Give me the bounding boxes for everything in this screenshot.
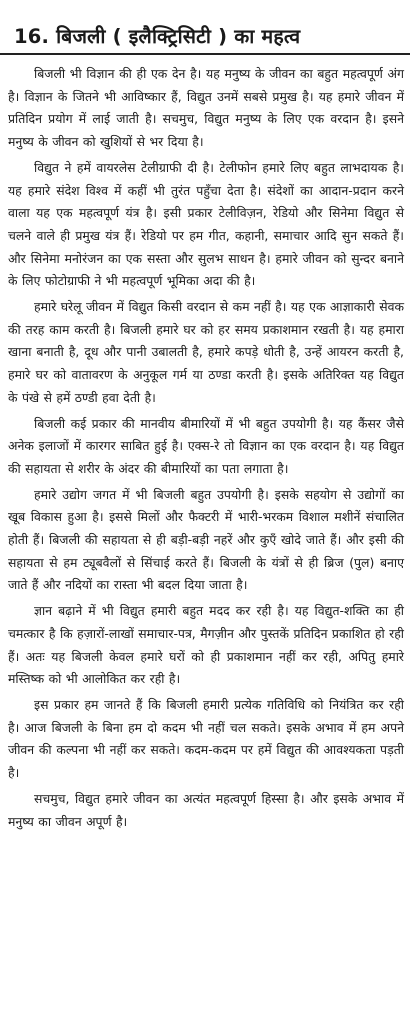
paragraph: बिजली कई प्रकार की मानवीय बीमारियों में भी बहुत उपयोगी है। यह कैंसर जैसे अनेक इलाजों में कारगर साबित हुई है। एक्स-रे तो विज्ञान का एक वरदान है। यह विद्युत की सहायता से शरीर के अंदर की बीमारियों का पता लगाता है। bbox=[8, 415, 404, 476]
paragraph: सचमुच, विद्युत हमारे जीवन का अत्यंत महत्वपूर्ण हिस्सा है। और इसके अभाव में मनुष्य का जीवन अपूर्ण है। bbox=[8, 790, 404, 829]
paragraph: ज्ञान बढ़ाने में भी विद्युत हमारी बहुत मदद कर रही है। यह विद्युत-शक्ति का ही चमत्कार है कि हज़ारों-लाखों समाचार-पत्र, मैगज़ीन और पुस्तकें प्रतिदिन प्रकाशित हो रही हैं। अतः यह बिजली केवल हमारे घरों को ही प्रकाशमान नहीं कर रही, अपितु हमारे मस्तिष्क को भी आलोकित कर रही है। bbox=[8, 603, 404, 687]
essay-body bbox=[8, 55, 404, 833]
paragraph: विद्युत ने हमें वायरलेस टेलीग्राफी दी है। टेलीफोन हमारे लिए बहुत लाभदायक है। यह हमारे संदेश विश्व में कहीं भी तुरंत पहुँचा देता है। संदेशों का आदान-प्रदान करने वाला यह एक महत्वपूर्ण यंत्र है। इसी प्रकार टेलीविज़न, रेडियो और सिनेमा विद्युत से चलने वाले ही प्रमुख यंत्र हैं। रेडियो पर हम गीत, कहानी, समाचार आदि सुन सकते हैं। और सिनेमा मनोरंजन का एक सस्ता और सुलभ साधन है। हमारे जीवन को सुन्दर बनाने के लिए फोटोग्राफी ने भी महत्वपूर्ण भूमिका अदा की है। bbox=[8, 159, 404, 289]
paragraph: बिजली भी विज्ञान की ही एक देन है। यह मनुष्य के जीवन का बहुत महत्वपूर्ण अंग है। विज्ञान के जितने भी आविष्कार हैं, विद्युत उनमें सबसे प्रमुख है। यह हमारे जीवन में प्रतिदिन प्रयोग में लाई जाती है। सचमुच, विद्युत मनुष्य के लिए एक वरदान है। इसने मनुष्य के जीवन को खुशियों से भर दिया है। bbox=[8, 66, 404, 150]
essay-title: 16. बिजली ( इलैक्ट्रिसिटी ) का महत्व bbox=[14, 25, 301, 48]
paragraph: इस प्रकार हम जानते हैं कि बिजली हमारी प्रत्येक गतिविधि को नियंत्रित कर रही है। आज बिजली के बिना हम दो कदम भी नहीं चल सकते। इसके अभाव में हम अपने जीवन की कल्पना भी नहीं कर सकते। कदम-कदम पर हमें विद्युत की आवश्यकता पड़ती है। bbox=[8, 696, 404, 781]
paragraph: हमारे घरेलू जीवन में विद्युत किसी वरदान से कम नहीं है। यह एक आज्ञाकारी सेवक की तरह काम करती है। बिजली हमारे घर को हर समय प्रकाशमान रखती है। यह हमारा खाना बनाती है, दूध और पानी उबालती है, हमारे कपड़े धोती है, उन्हें आयरन करती है, हमारे घर को वातावरण के अनुकूल गर्म या ठण्डा करती है। इसके अतिरिक्त यह विद्युत के पंखे से हमें ठण्डी हवा देती है। bbox=[8, 299, 404, 405]
title-bar bbox=[0, 0, 410, 55]
paragraph: हमारे उद्योग जगत में भी बिजली बहुत उपयोगी है। इसके सहयोग से उद्योगों का खूब विकास हुआ है। इससे मिलों और फैक्टरी में भारी-भरकम विशाल मशीनें संचालित होती हैं। बिजली की सहायता से ही बड़ी-बड़ी नहरें और कुएँ खोदे जाते हैं। और इसी की सहायता से हम ट्यूबवैलों से सिंचाई करते हैं। बिजली के यंत्रों से ही ब्रिज (पुल) बनाए जाते हैं और नदियों का रास्ता भी बदल दिया जाता है। bbox=[8, 486, 404, 593]
